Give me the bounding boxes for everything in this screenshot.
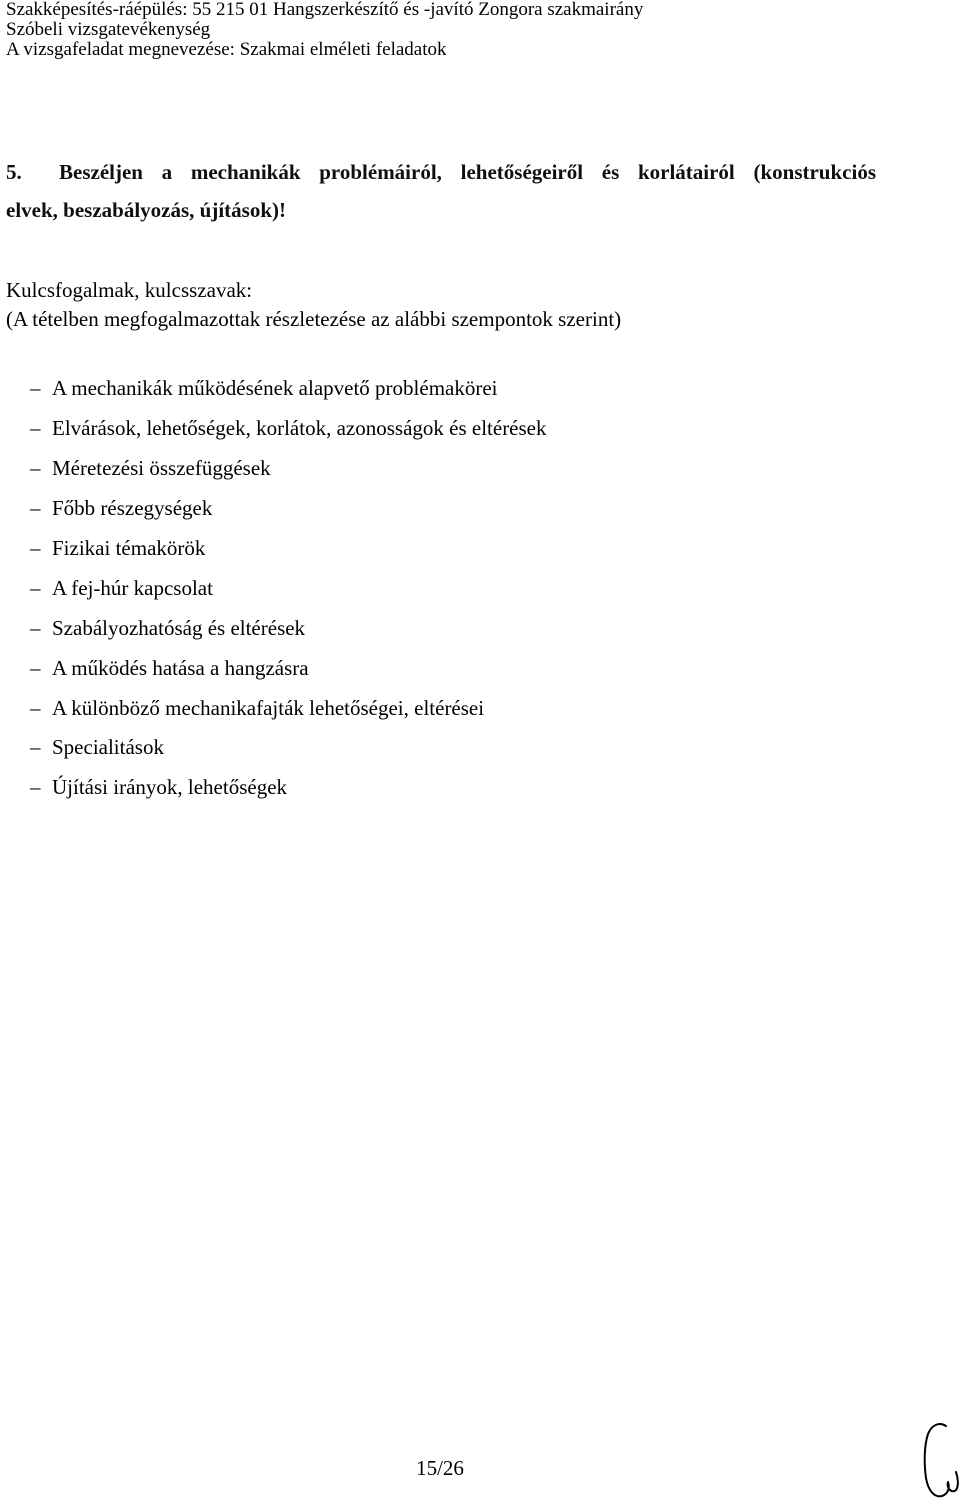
keywords-section	[6, 276, 621, 334]
list-item	[30, 728, 547, 768]
signature-initial	[918, 1420, 960, 1503]
list-item	[30, 369, 547, 409]
list-item	[30, 688, 547, 728]
dash-bullet: –	[30, 695, 41, 720]
list-item	[30, 409, 547, 449]
topic-text: A különböző mechanikafajták lehetőségei, eltérései	[52, 695, 485, 720]
question-text-line-2: elvek, beszabályozás, újítások)!	[6, 198, 286, 222]
dash-bullet: –	[30, 376, 41, 401]
topic-text: Újítási irányok, lehetőségek	[52, 775, 288, 800]
keywords-subtitle: (A tételben megfogalmazottak részletezése az alábbi szempontok szerint)	[6, 307, 622, 331]
dash-bullet: –	[30, 655, 41, 680]
dash-bullet: –	[30, 536, 41, 560]
document-header	[6, 0, 643, 60]
topic-text: Fizikai témakörök	[52, 536, 206, 560]
page-number: 15/26	[416, 1456, 464, 1480]
dash-bullet: –	[30, 775, 41, 800]
list-item	[30, 648, 547, 688]
dash-bullet: –	[30, 496, 41, 521]
dash-bullet: –	[30, 456, 41, 481]
topic-list	[30, 369, 547, 808]
question-text-line-1: Beszéljen a mechanikák problémáiról, lehetőségeiről és korlátairól (konstrukciós	[59, 160, 876, 184]
topic-text: Specialitások	[52, 735, 164, 760]
topic-text: Méretezési összefüggések	[52, 456, 271, 481]
dash-bullet: –	[30, 615, 41, 640]
list-item	[30, 529, 547, 569]
dash-bullet: –	[30, 416, 41, 441]
topic-text: Főbb részegységek	[52, 496, 213, 521]
header-exam-activity: Szóbeli vizsgatevékenység	[6, 19, 211, 40]
dash-bullet: –	[30, 735, 41, 760]
header-task-name: A vizsgafeladat megnevezése: Szakmai elméleti feladatok	[6, 39, 447, 60]
list-item	[30, 489, 547, 529]
list-item	[30, 568, 547, 608]
list-item	[30, 608, 547, 648]
list-item	[30, 768, 547, 808]
question-number: 5.	[6, 160, 22, 184]
exam-question	[6, 153, 876, 229]
list-item	[30, 449, 547, 489]
topic-text: A mechanikák működésének alapvető problémakörei	[52, 376, 498, 401]
keywords-title: Kulcsfogalmak, kulcsszavak:	[6, 278, 253, 302]
topic-text: Elvárások, lehetőségek, korlátok, azonosságok és eltérések	[52, 416, 547, 441]
topic-text: A fej-húr kapcsolat	[52, 575, 213, 600]
topic-text: A működés hatása a hangzásra	[52, 655, 309, 680]
topic-text: Szabályozhatóság és eltérések	[52, 615, 306, 640]
dash-bullet: –	[30, 575, 41, 600]
header-qualification: Szakképesítés-ráépülés: 55 215 01 Hangszerkészítő és -javító Zongora szakmairány	[6, 0, 644, 20]
